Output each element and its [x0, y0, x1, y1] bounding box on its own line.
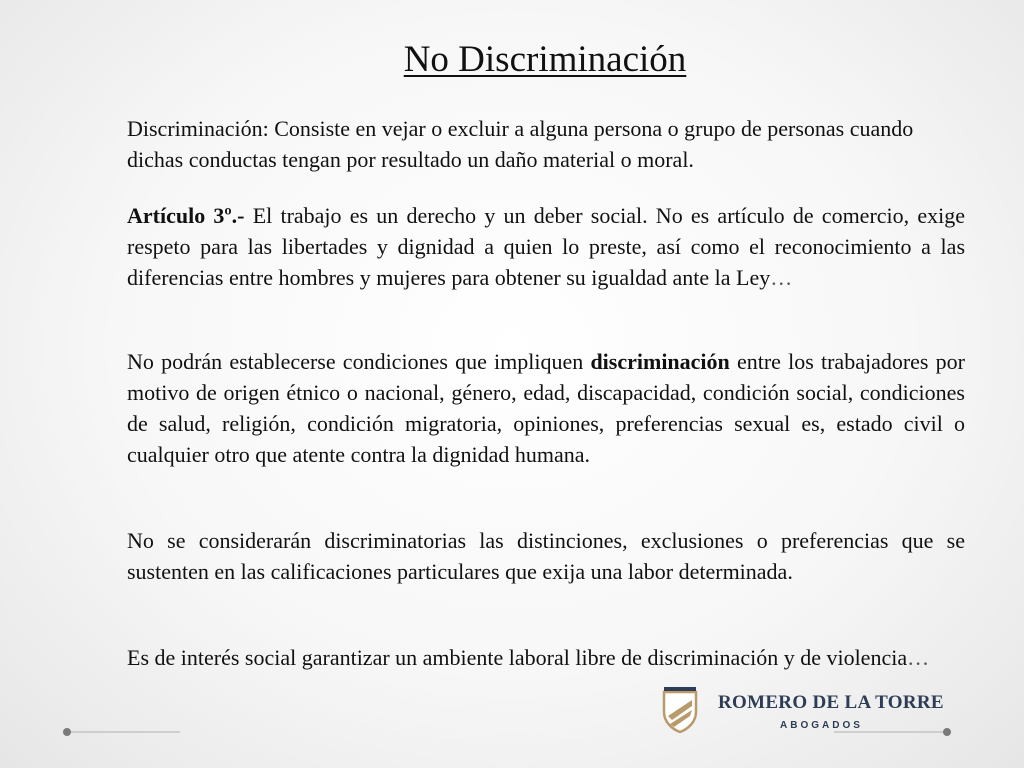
- corner-line-icon: [62, 727, 182, 737]
- exclusions-paragraph: [127, 525, 965, 587]
- definition-text: Discriminación: Consiste en vejar o excluir a alguna persona o grupo de personas cuando dichas conductas tengan por resultado un daño material o moral.: [127, 116, 914, 172]
- interest-text: Es de interés social garantizar un ambiente laboral libre de discriminación y de violencia: [127, 645, 908, 670]
- conditions-prefix: No podrán establecerse condiciones que impliquen: [127, 349, 591, 374]
- corner-line-icon: [832, 727, 952, 737]
- interest-ellipsis: …: [907, 645, 930, 670]
- article-label: Artículo 3º.-: [127, 203, 245, 228]
- conditions-bold-term: discriminación: [590, 349, 730, 374]
- article-text: El trabajo es un derecho y un deber social. No es artículo de comercio, exige respeto para las libertades y dignidad a quien lo preste, así como el reconocimiento a las diferencias entre hombres y mujeres para obtener su igualdad ante la Ley: [127, 203, 965, 290]
- article-paragraph: [127, 200, 965, 293]
- page-title: No Discriminación: [403, 39, 687, 80]
- firm-subtitle: ABOGADOS: [780, 720, 863, 731]
- interest-paragraph: [127, 642, 965, 673]
- conditions-suffix: entre los trabajadores por motivo de origen étnico o nacional, género, edad, discapacidad, condición social, condiciones de salud, religión, condición migratoria, opiniones, preferencias sexual es, estado civil o cualquier otro que atente contra la dignidad humana.: [127, 349, 965, 467]
- shield-emblem-icon: [662, 686, 698, 734]
- article-ellipsis: …: [770, 265, 793, 290]
- definition-paragraph: [127, 113, 965, 175]
- conditions-paragraph: [127, 346, 965, 470]
- exclusions-text: No se considerarán discriminatorias las distinciones, exclusiones o preferencias que se sustenten en las calificaciones particulares que exija una labor determinada.: [127, 528, 965, 584]
- firm-name: ROMERO DE LA TORRE: [718, 692, 944, 713]
